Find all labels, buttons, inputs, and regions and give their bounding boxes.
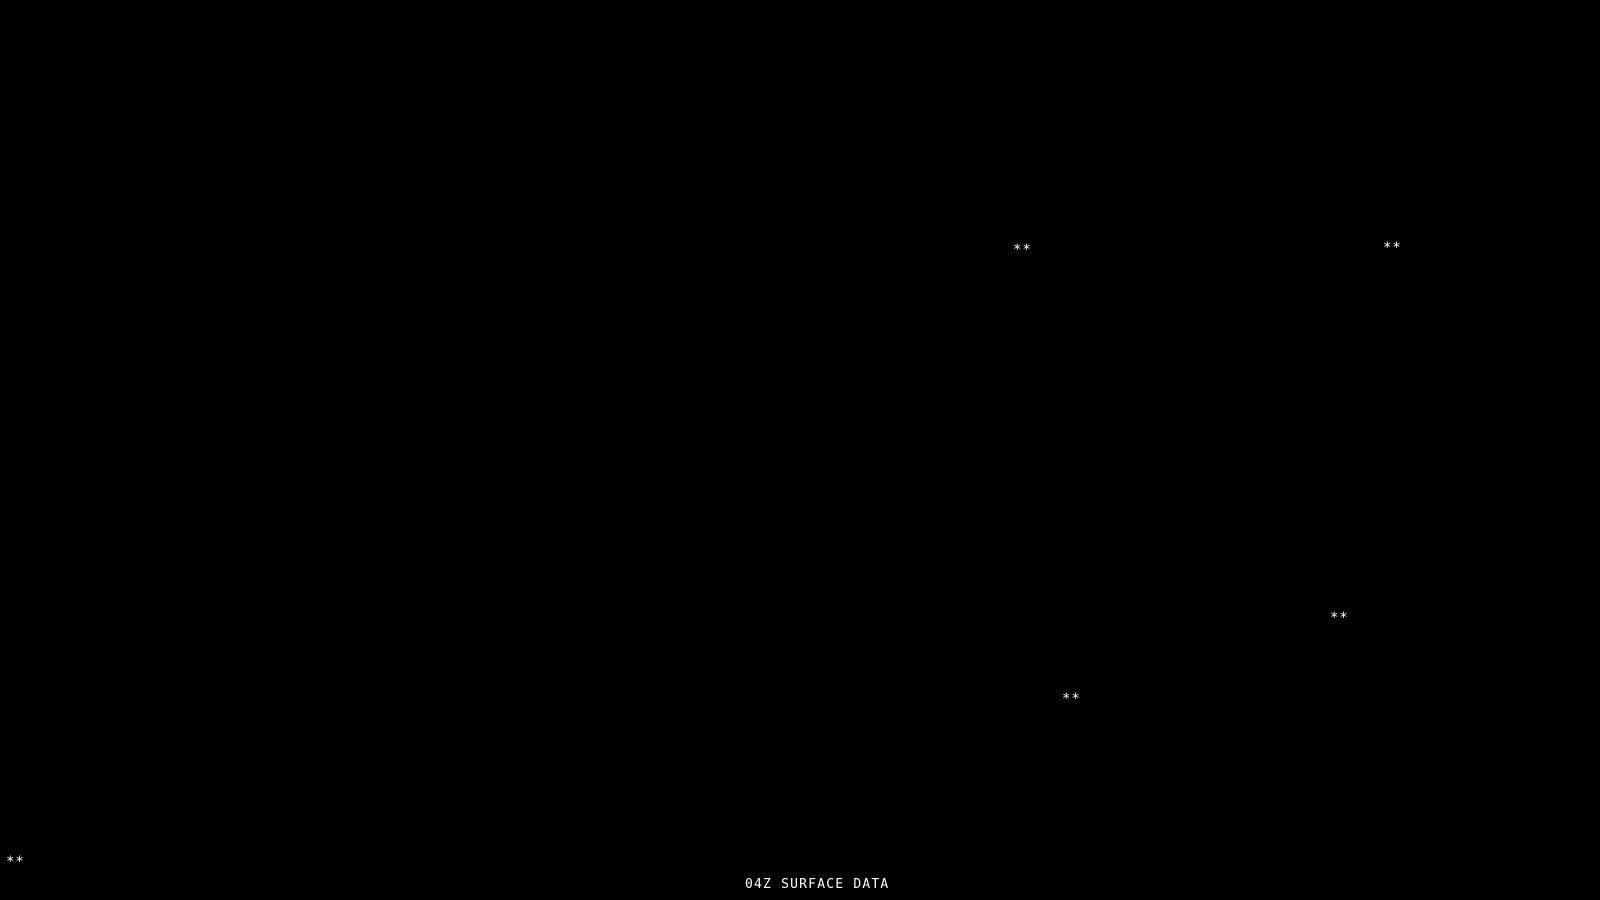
station-marker: ** [1013, 242, 1032, 258]
station-marker: ** [1330, 610, 1349, 626]
chart-caption: 04Z SURFACE DATA [745, 877, 890, 892]
station-marker: ** [6, 854, 25, 870]
station-marker: ** [1383, 240, 1402, 256]
station-marker: ** [1062, 691, 1081, 707]
